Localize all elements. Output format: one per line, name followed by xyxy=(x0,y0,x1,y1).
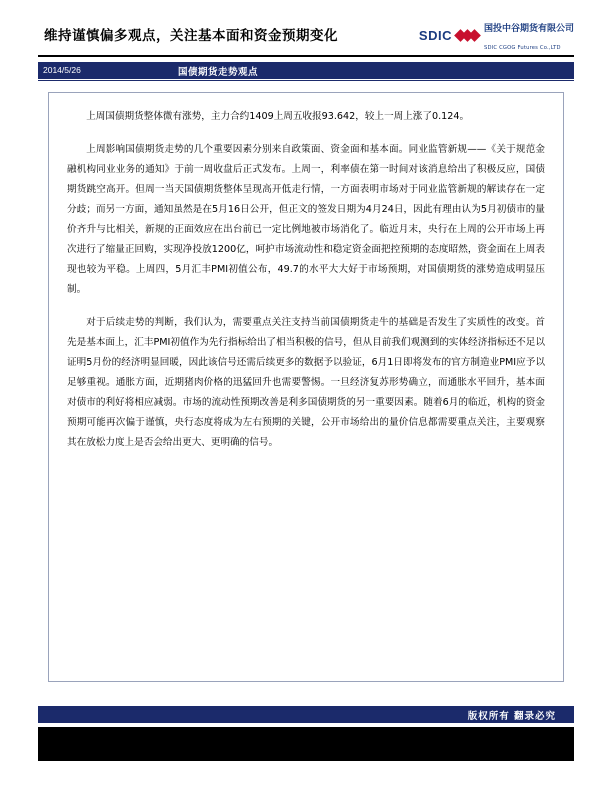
body-paragraph: 对于后续走势的判断，我们认为，需要重点关注支持当前国债期货走牛的基础是否发生了实质性的改变。首先是基本面上，汇丰PMI初值作为先行指标给出了相当积极的信号，但从目前我们观测到的实体经济指标还不足以证明5月份的经济明显回暖，因此该信号还需后续更多的数据予以验证，6月1日即将发布的官方制造业PMI应予以足够重视。通胀方面，近期猪肉价格的迅猛回升也需要警惕。一旦经济复苏形势确立，而通胀水平回升，基本面对债市的利好将相应减弱。市场的流动性预期改善是利多国债期货的另一重要因素。随着6月的临近，机构的资金预期可能再次偏于谨慎，央行态度将成为左右预期的关键，公开市场给出的量价信息都需要重点关注，主要观察其在放松力度上是否会给出更大、更明确的信号。 xyxy=(67,317,545,448)
logo-company-name-en: SDIC CGOG Futures Co.,LTD xyxy=(483,45,561,51)
page-title: 维持谨慎偏多观点，关注基本面和资金预期变化 xyxy=(44,28,338,44)
report-date: 2014/5/26 xyxy=(43,65,81,75)
header-divider xyxy=(38,55,574,57)
logo-diamond-icon xyxy=(456,31,479,40)
footer-bar xyxy=(38,706,574,723)
document-header xyxy=(38,18,574,56)
company-logo xyxy=(419,18,574,52)
body-paragraph: 上周国债期货整体微有涨势，主力合约1409上周五收报93.642，较上一周上涨了0.124。 xyxy=(86,111,470,122)
footer-black-block xyxy=(38,727,574,761)
datebar-underline xyxy=(38,80,574,81)
report-subject: 国债期货走势观点 xyxy=(178,67,259,78)
copyright-text: 版权所有 翻录必究 xyxy=(467,711,556,722)
logo-sdic-text: SDIC xyxy=(418,27,452,43)
date-subject-bar xyxy=(38,62,574,79)
report-body xyxy=(48,92,564,682)
body-paragraph: 上周影响国债期货走势的几个重要因素分别来自政策面、资金面和基本面。同业监管新规——《关于规范金融机构同业业务的通知》于前一周收盘后正式发布。上周一，利率债在第一时间对该消息给出了积极反应，国债期货跳空高开。但周一当天国债期货整体呈现高开低走行情，一方面表明市场对于同业监管新规的解读存在一定分歧；而另一方面，通知虽然是在5月16日公开，但正文的签发日期为4月24日，因此有理由认为5月初债市的量价齐升与比相关，新规的正面效应在出台前已一定比例地被市场消化了。临近月末，央行在上周的公开市场上再次进行了缩量正回购，实现净投放1200亿，呵护市场流动性和稳定资金面把控预期的态度昭然，资金面在上周表现也较为平稳。上周四，5月汇丰PMI初值公布，49.7的水平大大好于市场预期，对国债期货的涨势造成明显压制。 xyxy=(67,144,545,295)
logo-company-name-cn: 国投中谷期货有限公司 xyxy=(483,23,574,34)
